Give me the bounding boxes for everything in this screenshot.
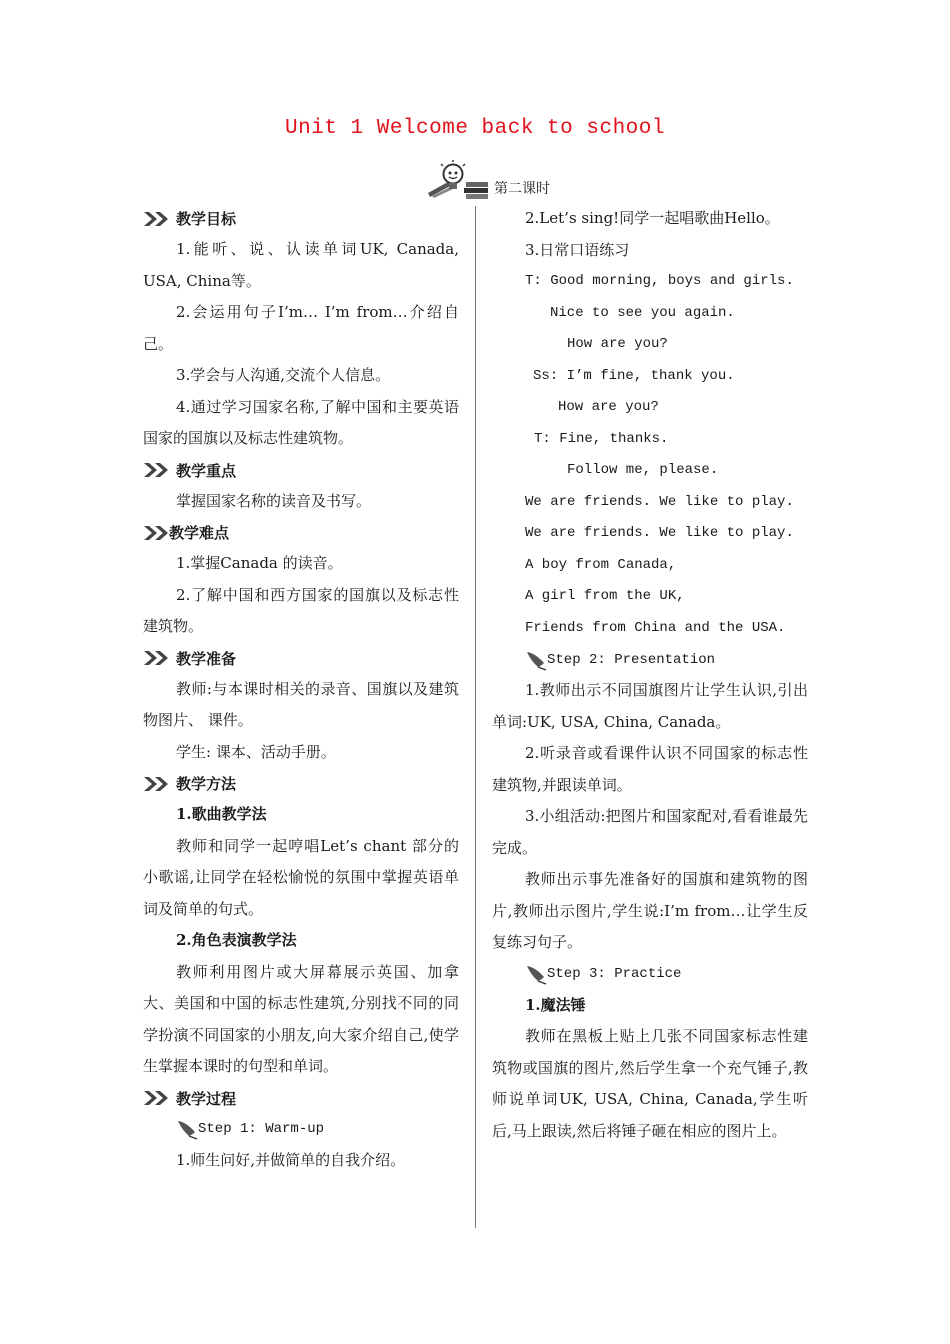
step-label: Step 1: Warm-up xyxy=(198,1121,325,1137)
heading-text: 教学过程 xyxy=(176,1089,237,1108)
section-heading-process xyxy=(143,1083,459,1114)
dialog-line: Nice to see you again. xyxy=(550,304,735,321)
step-item: 2.听录音或看课件认识不同国家的标志性建筑物,并跟读单词。 xyxy=(492,744,808,794)
quill-pen-icon xyxy=(525,649,547,671)
section-heading-objectives xyxy=(143,203,459,234)
double-chevron-icon xyxy=(143,462,173,478)
section-heading-difficult-points xyxy=(143,517,459,548)
dialog-line: T: Fine, thanks. xyxy=(534,430,669,447)
difficult-item: 2.了解中国和西方国家的国旗以及标志性建筑物。 xyxy=(143,585,459,635)
section-heading-key-points xyxy=(143,455,459,486)
quill-pen-icon xyxy=(176,1118,198,1140)
section-heading-methods xyxy=(143,768,459,799)
page-title: Unit 1 Welcome back to school xyxy=(285,117,665,140)
step-item: 教师出示事先准备好的国旗和建筑物的图片,教师出示图片,学生说:I’m from…让学生反复练习句子。 xyxy=(492,870,808,951)
heading-text: 教学重点 xyxy=(176,461,237,480)
dialog-line: How are you? xyxy=(558,399,659,415)
song-line: Friends from China and the USA. xyxy=(525,619,786,636)
right-column xyxy=(492,203,808,1147)
step-item: 1.教师出示不同国旗图片让学生认识,引出单词:UK, USA, China, Canada。 xyxy=(492,681,808,731)
song-line: A boy from Canada, xyxy=(525,556,677,573)
lesson-label: 第二课时 xyxy=(494,181,550,197)
objective-item: 3.学会与人沟通,交流个人信息。 xyxy=(176,366,391,384)
objective-item: 2.会运用句子I’m… I’m from…介绍自己。 xyxy=(143,303,459,353)
prep-teacher: 教师:与本课时相关的录音、国旗以及建筑物图片、 课件。 xyxy=(143,679,459,729)
step-label: Step 2: Presentation xyxy=(547,651,716,668)
method-title: 2.角色表演教学法 xyxy=(176,931,297,949)
heading-text: 教学准备 xyxy=(176,649,237,668)
heading-text: 教学方法 xyxy=(176,775,237,793)
heading-text: 教学目标 xyxy=(176,210,237,228)
step-item: 2.Let’s sing!同学一起唱歌曲Hello。 xyxy=(525,209,780,227)
heading-text: 教学难点 xyxy=(169,524,230,542)
dialog-line: Ss: I’m fine, thank you. xyxy=(533,367,735,384)
column-divider xyxy=(475,206,476,1228)
double-chevron-icon xyxy=(143,776,173,792)
method-text: 教师和同学一起哼唱Let’s chant 部分的小歌谣,让同学在轻松愉悦的氛围中掌握英语单词及简单的句式。 xyxy=(143,836,459,918)
activity-text: 教师在黑板上贴上几张不同国家标志性建筑物或国旗的图片,然后学生拿一个充气锤子,教师说单词UK, USA, China, Canada,学生听后,马上跟读,然后将锤子砸在相应的图片上。 xyxy=(492,1027,808,1140)
song-line: A girl from the UK, xyxy=(525,588,685,604)
method-text: 教师利用图片或大屏幕展示英国、加拿大、美国和中国的标志性建筑,分别找不同的同学扮演不同国家的小朋友,向大家介绍自己,使学生掌握本课时的句型和单词。 xyxy=(143,962,459,1075)
objective-item: 4.通过学习国家名称,了解中国和主要英语国家的国旗以及标志性建筑物。 xyxy=(143,397,459,447)
difficult-item: 1.掌握Canada 的读音。 xyxy=(176,554,343,572)
double-chevron-icon xyxy=(143,1090,173,1106)
step-heading xyxy=(492,959,808,990)
dialog-line: How are you? xyxy=(567,336,668,352)
objective-item: 1.能听、说、认读单词UK, Canada, USA, China等。 xyxy=(143,240,459,290)
step-label: Step 3: Practice xyxy=(547,966,682,982)
quill-pen-icon xyxy=(525,963,547,985)
section-heading-preparation xyxy=(143,643,459,674)
method-title: 1.歌曲教学法 xyxy=(176,805,267,823)
step-item: 3.日常口语练习 xyxy=(525,240,630,259)
step-item: 1.师生问好,并做简单的自我介绍。 xyxy=(176,1150,406,1169)
step-heading xyxy=(492,644,808,675)
double-chevron-icon xyxy=(143,211,173,227)
double-chevron-icon xyxy=(143,650,173,666)
lightbulb-books-icon xyxy=(422,160,492,200)
step-heading xyxy=(143,1114,459,1145)
activity-title: 1.魔法锤 xyxy=(525,995,586,1014)
left-column xyxy=(143,203,459,1176)
key-point-text: 掌握国家名称的读音及书写。 xyxy=(176,491,372,510)
song-line: We are friends. We like to play. xyxy=(525,493,794,510)
step-item: 3.小组活动:把图片和国家配对,看看谁最先完成。 xyxy=(492,807,808,857)
prep-student: 学生: 课本、活动手册。 xyxy=(176,742,336,761)
song-line: We are friends. We like to play. xyxy=(525,525,794,541)
dialog-line: Follow me, please. xyxy=(567,462,719,478)
dialog-line: T: Good morning, boys and girls. xyxy=(525,273,794,289)
